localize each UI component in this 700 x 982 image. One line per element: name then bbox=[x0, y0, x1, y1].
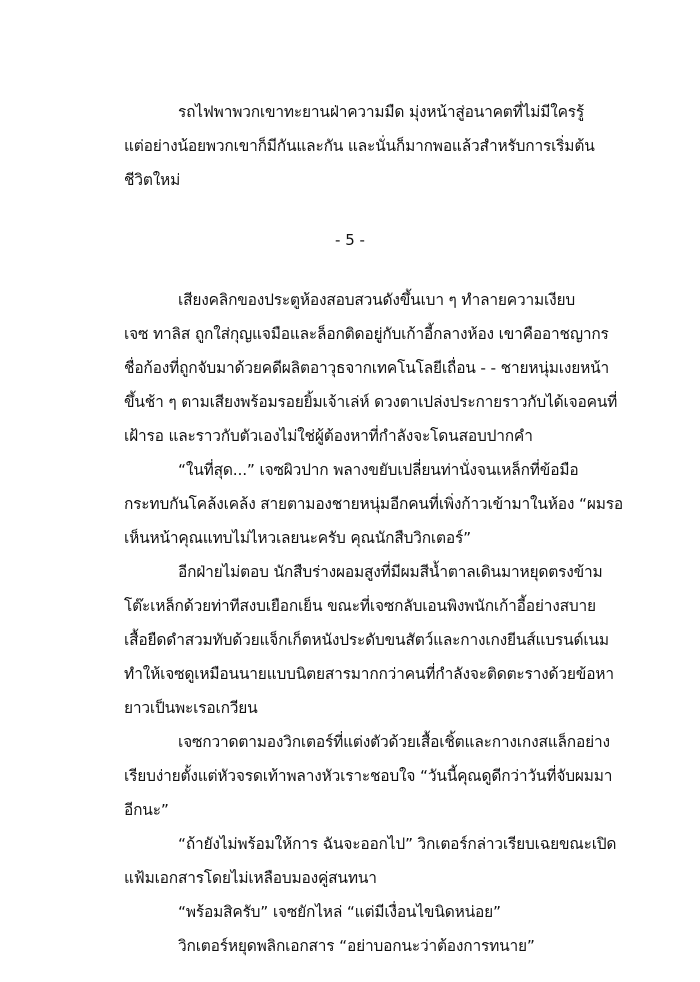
paragraph-line: “ในที่สุด...” เจซผิวปาก พลางขยับเปลี่ยนท่านั่งจนเหล็กที่ข้อมือ bbox=[178, 461, 579, 479]
paragraph-line: โต๊ะเหล็กด้วยท่าทีสงบเยือกเย็น ขณะที่เจซกลับเอนพิงพนักเก้าอี้อย่างสบาย bbox=[124, 597, 596, 615]
paragraph-line: ทำให้เจซดูเหมือนนายแบบนิตยสารมากกว่าคนที่กำลังจะติดตะรางด้วยข้อหา bbox=[124, 665, 614, 683]
paragraph-line: อีกนะ” bbox=[124, 801, 169, 819]
paragraph-line: เห็นหน้าคุณแทบไม่ไหวเลยนะครับ คุณนักสืบวิกเตอร์” bbox=[124, 529, 471, 547]
paragraph-line: เฝ้ารอ และราวกับตัวเองไม่ใช่ผู้ต้องหาที่กำลังจะโดนสอบปากคำ bbox=[124, 427, 533, 445]
paragraph-line: เสียงคลิกของประตูห้องสอบสวนดังขึ้นเบา ๆ ทำลายความเงียบ bbox=[178, 291, 575, 309]
paragraph-line: ชีวิตใหม่ bbox=[124, 171, 181, 189]
paragraph-line: แต่อย่างน้อยพวกเขาก็มีกันและกัน และนั่นก็มากพอแล้วสำหรับการเริ่มต้น bbox=[124, 137, 595, 155]
paragraph-line: “พร้อมสิครับ” เจซยักไหล่ “แต่มีเงื่อนไขนิดหน่อย” bbox=[178, 903, 501, 921]
page-number: - 5 - bbox=[335, 231, 365, 249]
paragraph-line: ชื่อก้องที่ถูกจับมาด้วยคดีผลิตอาวุธจากเทคโนโลยีเถื่อน - - ชายหนุ่มเงยหน้า bbox=[124, 359, 610, 377]
paragraph-line: กระทบกันโคล้งเคล้ง สายตามองชายหนุ่มอีกคนที่เพิ่งก้าวเข้ามาในห้อง “ผมรอ bbox=[124, 495, 623, 513]
paragraph-line: ยาวเป็นพะเรอเกวียน bbox=[124, 699, 258, 717]
paragraph-line: เรียบง่ายตั้งแต่หัวจรดเท้าพลางหัวเราะชอบใจ “วันนี้คุณดูดีกว่าวันที่จับผมมา bbox=[124, 767, 613, 785]
paragraph-line: อีกฝ่ายไม่ตอบ นักสืบร่างผอมสูงที่มีผมสีน้ำตาลเดินมาหยุดตรงข้าม bbox=[178, 563, 603, 581]
paragraph-line: แฟ้มเอกสารโดยไม่เหลือบมองคู่สนทนา bbox=[124, 869, 377, 887]
paragraph-line: เจซ ทาลิส ถูกใส่กุญแจมือและล็อกติดอยู่กับเก้าอี้กลางห้อง เขาคืออาชญากร bbox=[124, 325, 609, 343]
paragraph-line: วิกเตอร์หยุดพลิกเอกสาร “อย่าบอกนะว่าต้องการทนาย” bbox=[178, 937, 535, 955]
paragraph-line: รถไฟพาพวกเขาทะยานฝ่าความมืด มุ่งหน้าสู่อนาคตที่ไม่มีใครรู้ bbox=[178, 103, 585, 121]
paragraph-line: เสื้อยืดดำสวมทับด้วยแจ็กเก็ตหนังประดับขนสัตว์และกางเกงยีนส์แบรนด์เนม bbox=[124, 631, 609, 649]
paragraph-line: ขึ้นช้า ๆ ตามเสียงพร้อมรอยยิ้มเจ้าเล่ห์ ดวงตาเปล่งประกายราวกับได้เจอคนที่ bbox=[124, 393, 618, 411]
paragraph-line: “ถ้ายังไม่พร้อมให้การ ฉันจะออกไป” วิกเตอร์กล่าวเรียบเฉยขณะเปิด bbox=[178, 835, 617, 853]
paragraph-line: เจซกวาดตามองวิกเตอร์ที่แต่งตัวด้วยเสื้อเชิ้ตและกางเกงสแล็กอย่าง bbox=[178, 733, 610, 751]
